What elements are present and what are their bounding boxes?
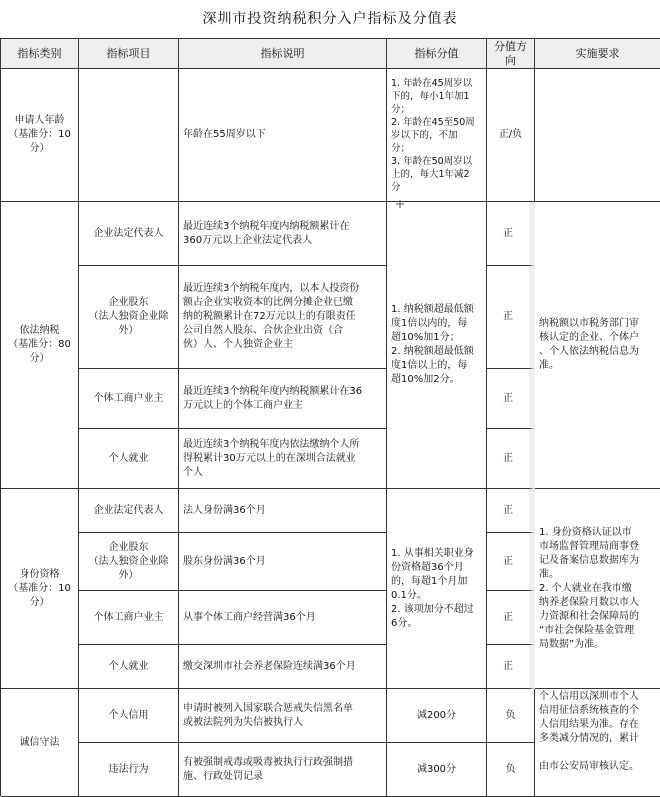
identity-score: 1. 从事相关职业身 份资格超36个月 的，每超1个月加 0.1分。 2. 该项加分不超过 6分。 bbox=[387, 489, 487, 689]
cell-resize-handle-icon bbox=[396, 200, 404, 208]
identity-dir-legal-rep: 正 bbox=[487, 489, 535, 533]
identity-desc-shareholder: 股东身份满36个月 bbox=[179, 533, 387, 591]
tax-dir-shareholder: 正 bbox=[487, 266, 535, 369]
header-category: 指标类别 bbox=[1, 39, 79, 69]
age-score: 1. 年龄在45周岁以 下的，每小1年加1 分； 2. 年龄在45至50周 岁以下的，不加 分； 3. 年龄在50周岁以 上的，每大1年减2 分 bbox=[387, 69, 487, 202]
identity-desc-business-owner: 从事个体工商户经营满36个月 bbox=[179, 591, 387, 645]
tax-desc-employment: 最近连续3个纳税年度内依法缴纳个人所 得税累计30万元以上的在深圳合法就业 个人 bbox=[179, 429, 387, 489]
credit-score-illegal: 减300分 bbox=[387, 743, 487, 797]
header-description: 指标说明 bbox=[179, 39, 387, 69]
tax-score: 1. 纳税额超最低额 度1倍以内的，每 超10%加1分； 2. 纳税额超最低额 度1倍以上的，每 超10%加2分。 bbox=[387, 202, 487, 489]
tax-item-employment: 个人就业 bbox=[79, 429, 179, 489]
identity-desc-employment: 缴交深圳市社会养老保险连续满36个月 bbox=[179, 645, 387, 689]
tax-dir-legal-rep: 正 bbox=[487, 202, 535, 266]
identity-item-employment: 个人就业 bbox=[79, 645, 179, 689]
identity-category: 身份资格 （基准分：10 分） bbox=[1, 489, 79, 689]
header-score: 指标分值 bbox=[387, 39, 487, 69]
tax-item-legal-rep: 企业法定代表人 bbox=[79, 202, 179, 266]
page-title: 深圳市投资纳税积分入户指标及分值表 bbox=[202, 11, 458, 27]
identity-dir-employment: 正 bbox=[487, 645, 535, 689]
tax-desc-legal-rep: 最近连续3个纳税年度内纳税额累计在 360万元以上企业法定代表人 bbox=[179, 202, 387, 266]
credit-desc-personal: 申请时被列入国家联合惩戒失信黑名单 或被法院列为失信被执行人 bbox=[179, 689, 387, 743]
identity-item-business-owner: 个体工商户业主 bbox=[79, 591, 179, 645]
tax-category: 依法纳税 （基准分：80 分） bbox=[1, 202, 79, 489]
identity-dir-business-owner: 正 bbox=[487, 591, 535, 645]
credit-dir-personal: 负 bbox=[487, 689, 535, 743]
header-item: 指标项目 bbox=[79, 39, 179, 69]
tax-item-shareholder: 企业股东 （法人独资企业除 外） bbox=[79, 266, 179, 369]
credit-item-personal: 个人信用 bbox=[79, 689, 179, 743]
tax-desc-shareholder: 最近连续3个纳税年度内，以本人投资份 额占企业实收资本的比例分摊企业已缴 纳的税额累计在72万元以上的有限责任 公司自然人股东、合伙企业出资（合 伙）人、个人独资企业主 bbox=[179, 266, 387, 369]
credit-requirement: 个人信用以深圳市个人 信用征信系统核查的个 人信用结果为准。存在 多类减分情况的，累计 由市公安局审核认定。 bbox=[535, 689, 660, 797]
age-direction: 正/负 bbox=[487, 69, 535, 202]
age-description: 年龄在55周岁以下 bbox=[179, 69, 387, 202]
credit-item-illegal: 违法行为 bbox=[79, 743, 179, 797]
identity-desc-legal-rep: 法人身份满36个月 bbox=[179, 489, 387, 533]
identity-item-shareholder: 企业股东 （法人独资企业除 外） bbox=[79, 533, 179, 591]
header-requirement: 实施要求 bbox=[535, 39, 660, 69]
credit-category: 诚信守法 bbox=[1, 689, 79, 797]
tax-requirement: 纳税额以市税务部门审 核认定的企业、个体户 、个人依法纳税信息为 准。 bbox=[535, 202, 660, 489]
credit-dir-illegal: 负 bbox=[487, 743, 535, 797]
tax-desc-business-owner: 最近连续3个纳税年度内纳税额累计在36 万元以上的个体工商户业主 bbox=[179, 369, 387, 429]
credit-score-personal: 减200分 bbox=[387, 689, 487, 743]
identity-requirement: 1. 身份资格认证以市 市场监督管理局商事登 记及备案信息数据库为 准。 2. 个人就业在我市缴 纳养老保险月数以市人 力资源和社会保障局的 “市社会保险基金管理 局数据”为准。 bbox=[535, 489, 660, 689]
tax-dir-business-owner: 正 bbox=[487, 369, 535, 429]
age-requirement bbox=[535, 69, 660, 202]
header-direction: 分值方向 bbox=[487, 39, 535, 69]
identity-item-legal-rep: 企业法定代表人 bbox=[79, 489, 179, 533]
tax-dir-employment: 正 bbox=[487, 429, 535, 489]
tax-item-business-owner: 个体工商户业主 bbox=[79, 369, 179, 429]
score-table bbox=[0, 38, 660, 796]
age-item bbox=[79, 69, 179, 202]
age-category: 申请人年龄 （基准分：10 分） bbox=[1, 69, 79, 202]
credit-desc-illegal: 有被强制戒毒或吸毒被执行行政强制措 施、行政处罚记录 bbox=[179, 743, 387, 797]
identity-dir-shareholder: 正 bbox=[487, 533, 535, 591]
